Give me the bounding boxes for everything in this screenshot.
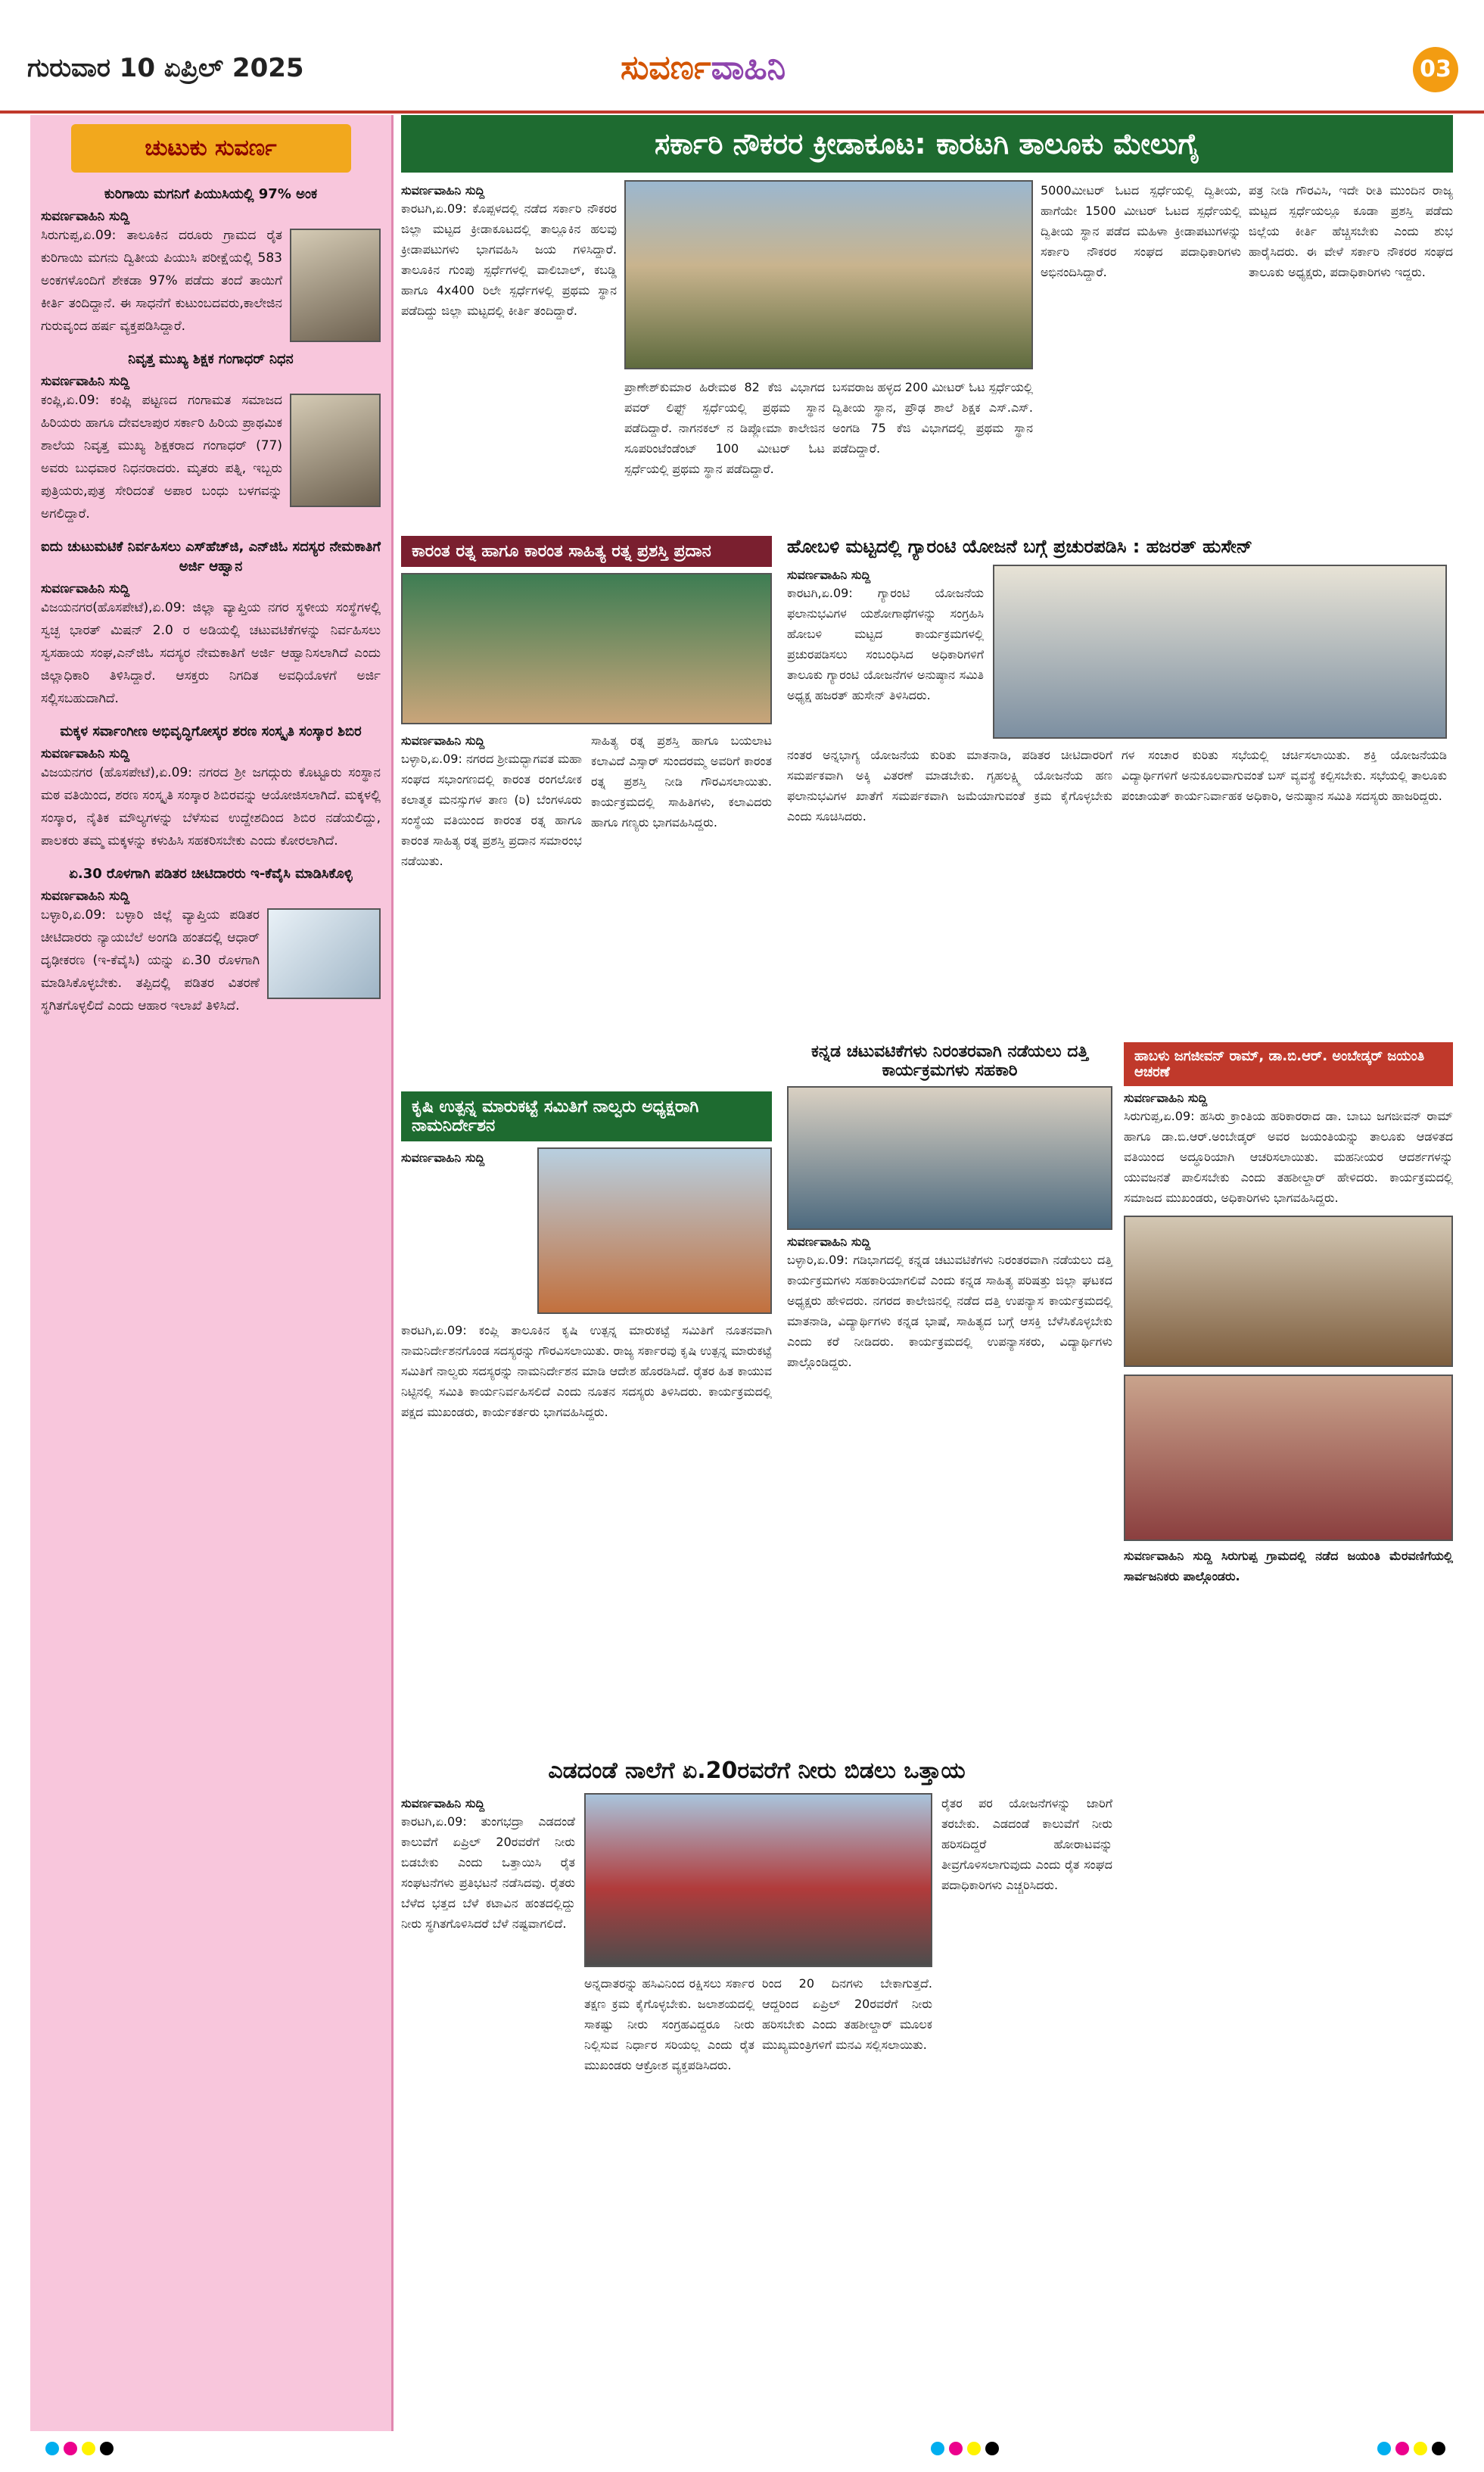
lead-headline: ಸರ್ಕಾರಿ ನೌಕರರ ಕ್ರೀಡಾಕೂಟ: ಕಾರಟಗಿ ತಾಲೂಕು ಮೇಲುಗೈ	[401, 115, 1453, 173]
logo-part2: ವಾಹಿನಿ	[711, 48, 786, 87]
story-byline: ಸುವರ್ಣವಾಹಿನಿ ಸುದ್ದಿ	[401, 733, 485, 748]
krishi-headline: ಕೃಷಿ ಉತ್ಪನ್ನ ಮಾರುಕಟ್ಟೆ ಸಮಿತಿಗೆ ನಾಲ್ವರು ಅಧ್ಯಕ್ಷರಾಗಿ ನಾಮನಿರ್ದೇಶನ	[401, 1091, 772, 1141]
brief-text: ವಿಜಯನಗರ (ಹೊಸಪೇಟೆ),ಏ.09: ನಗರದ ಶ್ರೀ ಜಗದ್ಗುರು ಕೊಟ್ಟೂರು ಸಂಸ್ಥಾನ ಮಠ ವತಿಯಿಂದ, ಶರಣ ಸಂಸ್ಕೃತಿ ಸಂಸ್ಕಾರ ಶಿಬಿರವನ್ನು ಆಯೋಜಿಸಲಾಗಿದೆ. ಮಕ್ಕಳಲ್ಲಿ ಸಂಸ್ಕಾರ, ನೈತಿಕ ಮೌಲ್ಯಗಳನ್ನು ಬೆಳೆಸುವ ಉದ್ದೇಶದಿಂದ ಶಿಬಿರ ನಡೆಯಲಿದ್ದು, ಪಾಲಕರು ತಮ್ಮ ಮಕ್ಕಳನ್ನು ಕಳುಹಿಸಿ ಸಹಕರಿಸಬೇಕು ಎಂದು ಕೋರಲಾಗಿದೆ.	[41, 765, 381, 848]
krishi-story	[401, 1091, 772, 1422]
story-text: ಗಳ ಸಂಚಾರ ಕುರಿತು ಸಭೆಯಲ್ಲಿ ಚರ್ಚಿಸಲಾಯಿತು. ಶಕ್ತಿ ಯೋಜನೆಯಡಿ ವಿದ್ಯಾರ್ಥಿಗಳಿಗೆ ಅನುಕೂಲವಾಗುವಂತೆ ಬಸ್ ವ್ಯವಸ್ಥೆ ಕಲ್ಪಿಸಬೇಕು. ಸಭೆಯಲ್ಲಿ ತಾಲೂಕು ಪಂಚಾಯತ್ ಕಾರ್ಯನಿರ್ವಾಹಕ ಅಧಿಕಾರಿ, ಅನುಷ್ಠಾನ ಸಮಿತಿ ಸದಸ್ಯರು ಹಾಜರಿದ್ದರು.	[1122, 748, 1447, 803]
student-photo	[290, 229, 381, 342]
guarantee-headline: ಹೋಬಳಿ ಮಟ್ಟದಲ್ಲಿ ಗ್ಯಾರಂಟಿ ಯೋಜನೆ ಬಗ್ಗೆ ಪ್ರಚುರಪಡಿಸಿ : ಹಜರತ್ ಹುಸೇನ್	[787, 536, 1253, 557]
story-text: ಕಾರಟಗಿ,ಏ.09: ತುಂಗಭದ್ರಾ ಎಡದಂಡೆ ಕಾಲುವೆಗೆ ಏಪ್ರಿಲ್ 20ರವರೆಗೆ ನೀರು ಬಿಡಬೇಕು ಎಂದು ಒತ್ತಾಯಿಸಿ ರೈತ ಸಂಘಟನೆಗಳು ಪ್ರತಿಭಟನೆ ನಡೆಸಿದವು. ರೈತರು ಬೆಳೆದ ಭತ್ತದ ಬೆಳೆ ಕಟಾವಿನ ಹಂತದಲ್ಲಿದ್ದು ನೀರು ಸ್ಥಗಿತಗೊಳಿಸಿದರೆ ಬೆಳೆ ನಷ್ಟವಾಗಲಿದೆ.	[401, 1814, 575, 1931]
story-byline: ಸುವರ್ಣವಾಹಿನಿ ಸುದ್ದಿ	[787, 568, 871, 582]
brief-headline: ನಿವೃತ್ತ ಮುಖ್ಯ ಶಿಕ್ಷಕ ಗಂಗಾಧರ್ ನಿಧನ	[128, 351, 294, 367]
brief-item	[41, 185, 381, 338]
left-news-column	[30, 115, 394, 2431]
kannada-event-photo	[787, 1086, 1112, 1230]
photo-caption: ಸುವರ್ಣವಾಹಿನಿ ಸುದ್ದಿ ಸಿರುಗುಪ್ಪ ಗ್ರಾಮದಲ್ಲಿ ನಡೆದ ಜಯಂತಿ ಮೆರವಣಿಗೆಯಲ್ಲಿ ಸಾರ್ವಜನಿಕರು ಪಾಲ್ಗೊಂಡರು.	[1124, 1549, 1453, 1583]
brief-byline: ಸುವರ್ಣವಾಹಿನಿ ಸುದ್ದಿ	[41, 581, 130, 596]
story-text: ಬಳ್ಳಾರಿ,ಏ.09: ನಗರದ ಶ್ರೀಮದ್ಭಾಗವತ ಮಹಾ ಸಂಘದ ಸಭಾಂಗಣದಲ್ಲಿ ಕಾರಂತ ರಂಗಲೋಕ ಕಲಾತ್ಮಕ ಮನಸ್ಸುಗಳ ತಾಣ (ರಿ) ಬೆಂಗಳೂರು ಸಂಸ್ಥೆಯ ವತಿಯಿಂದ ಕಾರಂತ ರತ್ನ ಹಾಗೂ ಕಾರಂತ ಸಾಹಿತ್ಯ ರತ್ನ ಪ್ರಶಸ್ತಿ ಪ್ರದಾನ ಸಮಾರಂಭ ನಡೆಯಿತು.	[401, 752, 582, 868]
brief-text: ವಿಜಯನಗರ(ಹೊಸಪೇಟೆ),ಏ.09: ಜಿಲ್ಲಾ ವ್ಯಾಪ್ತಿಯ ನಗರ ಸ್ಥಳೀಯ ಸಂಸ್ಥೆಗಳಲ್ಲಿ ಸ್ವಚ್ಛ ಭಾರತ್ ಮಿಷನ್ 2.0 ರ ಅಡಿಯಲ್ಲಿ ಚಟುವಟಿಕೆಗಳನ್ನು ನಿರ್ವಹಿಸಲು ಸ್ವಸಹಾಯ ಸಂಘ,ಎನ್‌ಜಿಓ ಸದಸ್ಯರ ನೇಮಕಾತಿಗೆ ಅರ್ಜಿ ಆಹ್ವಾನಿಸಲಾಗಿದೆ ಎಂದು ಜಿಲ್ಲಾಧಿಕಾರಿ ತಿಳಿಸಿದ್ದಾರೆ. ಆಸಕ್ತರು ನಿಗದಿತ ಅವಧಿಯೊಳಗೆ ಅರ್ಜಿ ಸಲ್ಲಿಸಬಹುದಾಗಿದೆ.	[41, 600, 381, 706]
ration-card-photo	[267, 908, 381, 999]
procession-photo	[1124, 1375, 1453, 1541]
story-byline: ಸುವರ್ಣವಾಹಿನಿ ಸುದ್ದಿ	[787, 1234, 871, 1249]
page-number-badge: 03	[1413, 47, 1458, 92]
story-text: ರೈತರ ಪರ ಯೋಜನೆಗಳನ್ನು ಜಾರಿಗೆ ತರಬೇಕು. ಎಡದಂಡೆ ಕಾಲುವೆಗೆ ನೀರು ಹರಿಸದಿದ್ದರೆ ಹೋರಾಟವನ್ನು ತೀವ್ರಗೊಳಿಸಲಾಗುವುದು ಎಂದು ರೈತ ಸಂಘದ ಪದಾಧಿಕಾರಿಗಳು ಎಚ್ಚರಿಸಿದರು.	[941, 1796, 1112, 1892]
brief-headline: ಏ.30 ರೊಳಗಾಗಿ ಪಡಿತರ ಚೀಟಿದಾರರು ಇ-ಕೆವೈಸಿ ಮಾಡಿಸಿಕೊಳ್ಳಿ	[69, 866, 353, 882]
issue-date: ಗುರುವಾರ 10 ಏಪ್ರಿಲ್ 2025	[27, 53, 304, 83]
brief-item	[41, 537, 381, 710]
brief-text: ಬಳ್ಳಾರಿ,ಏ.09: ಬಳ್ಳಾರಿ ಜಿಲ್ಲೆ ವ್ಯಾಪ್ತಿಯ ಪಡಿತರ ಚೀಟಿದಾರರು ನ್ಯಾಯಬೆಲೆ ಅಂಗಡಿ ಹಂತದಲ್ಲಿ ಆಧಾರ್ ದೃಢೀಕರಣ (ಇ-ಕೆವೈಸಿ) ಯನ್ನು ಏ.30 ರೊಳಗಾಗಿ ಮಾಡಿಸಿಕೊಳ್ಳಬೇಕು. ತಪ್ಪಿದಲ್ಲಿ ಪಡಿತರ ವಿತರಣೆ ಸ್ಥಗಿತಗೊಳ್ಳಲಿದೆ ಎಂದು ಆಹಾರ ಇಲಾಖೆ ತಿಳಿಸಿದೆ.	[41, 908, 260, 1013]
registration-marks-left	[45, 2442, 114, 2457]
sports-story-col3	[832, 377, 1033, 459]
story-text: ಸಿರುಗುಪ್ಪ,ಏ.09: ಹಸಿರು ಕ್ರಾಂತಿಯ ಹರಿಕಾರರಾದ ಡಾ. ಬಾಬು ಜಗಜೀವನ್ ರಾಮ್ ಹಾಗೂ ಡಾ.ಬಿ.ಆರ್.ಅಂಬೇಡ್ಕರ್ ಅವರ ಜಯಂತಿಯನ್ನು ತಾಲೂಕು ಆಡಳಿತದ ವತಿಯಿಂದ ಅದ್ಧೂರಿಯಾಗಿ ಆಚರಿಸಲಾಯಿತು. ಮಹನೀಯರ ಆದರ್ಶಗಳನ್ನು ಯುವಜನತೆ ಪಾಲಿಸಬೇಕು ಎಂದು ತಹಶೀಲ್ದಾರ್ ಹೇಳಿದರು. ಕಾರ್ಯಕ್ರಮದಲ್ಲಿ ಸಮಾಜದ ಮುಖಂಡರು, ಅಧಿಕಾರಿಗಳು ಭಾಗವಹಿಸಿದ್ದರು.	[1124, 1109, 1453, 1205]
story-text: ಕಾರಟಗಿ,ಏ.09: ಗ್ಯಾರಂಟಿ ಯೋಜನೆಯ ಫಲಾನುಭವಿಗಳ ಯಶೋಗಾಥೆಗಳನ್ನು ಸಂಗ್ರಹಿಸಿ ಹೋಬಳಿ ಮಟ್ಟದ ಕಾರ್ಯಕ್ರಮಗಳಲ್ಲಿ ಪ್ರಚುರಪಡಿಸಲು ಸಂಬಂಧಿಸಿದ ಅಧಿಕಾರಿಗಳಿಗೆ ತಾಲೂಕು ಗ್ಯಾರಂಟಿ ಯೋಜನೆಗಳ ಅನುಷ್ಠಾನ ಸಮಿತಿ ಅಧ್ಯಕ್ಷ ಹಜರತ್ ಹುಸೇನ್ ತಿಳಿಸಿದರು.	[787, 586, 984, 702]
farmers-protest-photo	[584, 1793, 932, 1967]
brief-headline: ಮಕ್ಕಳ ಸರ್ವಾಂಗೀಣ ಅಭಿವೃದ್ಧಿಗೋಸ್ಕರ ಶರಣ ಸಂಸ್ಕೃತಿ ಸಂಸ್ಕಾರ ಶಿಬಿರ	[60, 724, 362, 739]
meeting-photo	[993, 565, 1447, 739]
brief-byline: ಸುವರ್ಣವಾಹಿನಿ ಸುದ್ದಿ	[41, 209, 130, 224]
story-text: ಸಾಹಿತ್ಯ ರತ್ನ ಪ್ರಶಸ್ತಿ ಹಾಗೂ ಬಯಲಾಟ ಕಲಾವಿದೆ ಎಸ್ಸಾರ್ ಸುಂದರಮ್ಮ ಅವರಿಗೆ ಕಾರಂತ ರತ್ನ ಪ್ರಶಸ್ತಿ ನೀಡಿ ಗೌರವಿಸಲಾಯಿತು. ಕಾರ್ಯಕ್ರಮದಲ್ಲಿ ಸಾಹಿತಿಗಳು, ಕಲಾವಿದರು ಹಾಗೂ ಗಣ್ಯರು ಭಾಗವಹಿಸಿದ್ದರು.	[591, 733, 772, 830]
award-headline: ಕಾರಂತ ರತ್ನ ಹಾಗೂ ಕಾರಂತ ಸಾಹಿತ್ಯ ರತ್ನ ಪ್ರಶಸ್ತಿ ಪ್ರದಾನ	[401, 536, 772, 567]
water-headline: ಎಡದಂಡೆ ನಾಲೆಗೆ ಏ.20ರವರೆಗೆ ನೀರು ಬಿಡಲು ಒತ್ತಾಯ	[548, 1757, 966, 1784]
sports-team-photo	[624, 180, 1033, 369]
brief-text: ಸಿರುಗುಪ್ಪ,ಏ.09: ತಾಲೂಕಿನ ದರೂರು ಗ್ರಾಮದ ರೈತ ಕುರಿಗಾಯಿ ಮಗನು ದ್ವಿತೀಯ ಪಿಯುಸಿ ಪರೀಕ್ಷೆಯಲ್ಲಿ 583 ಅಂಕಗಳೊಂದಿಗೆ ಶೇಕಡಾ 97% ಪಡೆದು ತಂದೆ ತಾಯಿಗೆ ಕೀರ್ತಿ ತಂದಿದ್ದಾನೆ. ಈ ಸಾಧನೆಗೆ ಕುಟುಂಬದವರು,ಕಾಲೇಜಿನ ಗುರುವೃಂದ ಹರ್ಷ ವ್ಯಕ್ತಪಡಿಸಿದ್ದಾರೆ.	[41, 228, 282, 334]
story-byline: ಸುವರ್ಣವಾಹಿನಿ ಸುದ್ದಿ	[401, 1796, 485, 1810]
jayanti-meeting-photo	[1124, 1216, 1453, 1367]
brief-byline: ಸುವರ್ಣವಾಹಿನಿ ಸುದ್ದಿ	[41, 374, 130, 389]
story-text: ಕಾರಟಗಿ,ಏ.09: ಕೊಪ್ಪಳದಲ್ಲಿ ನಡೆದ ಸರ್ಕಾರಿ ನೌಕರರ ಜಿಲ್ಲಾ ಮಟ್ಟದ ಕ್ರೀಡಾಕೂಟದಲ್ಲಿ ತಾಲ್ಲೂಕಿನ ಹಲವು ಕ್ರೀಡಾಪಟುಗಳು ಭಾಗವಹಿಸಿ ಜಯ ಗಳಿಸಿದ್ದಾರೆ. ತಾಲೂಕಿನ ಗುಂಪು ಸ್ಪರ್ಧೆಗಳಲ್ಲಿ ವಾಲಿಬಾಲ್, ಕಬಡ್ಡಿ ಹಾಗೂ 4x400 ರಿಲೇ ಸ್ಪರ್ಧೆಗಳಲ್ಲಿ ಪ್ರಥಮ ಸ್ಥಾನ ಪಡೆದಿದ್ದು ಜಿಲ್ಲಾ ಮಟ್ಟದಲ್ಲಿ ಕೀರ್ತಿ ತಂದಿದ್ದಾರೆ.	[401, 201, 617, 318]
brief-headline: ಕುರಿಗಾಯಿ ಮಗನಿಗೆ ಪಿಯುಸಿಯಲ್ಲಿ 97% ಅಂಕ	[104, 186, 318, 202]
story-text: ನಂತರ ಅನ್ನಭಾಗ್ಯ ಯೋಜನೆಯ ಕುರಿತು ಮಾತನಾಡಿ, ಪಡಿತರ ಚೀಟಿದಾರರಿಗೆ ಸಮರ್ಪಕವಾಗಿ ಅಕ್ಕಿ ವಿತರಣೆ ಮಾಡಬೇಕು. ಗೃಹಲಕ್ಷ್ಮಿ ಯೋಜನೆಯ ಹಣ ಫಲಾನುಭವಿಗಳ ಖಾತೆಗೆ ಸಮರ್ಪಕವಾಗಿ ಜಮೆಯಾಗುವಂತೆ ಕ್ರಮ ಕೈಗೊಳ್ಳಬೇಕು ಎಂದು ಸೂಚಿಸಿದರು.	[787, 748, 1112, 823]
brief-headline: ಐದು ಚುಟುಮಟಿಕೆ ನಿರ್ವಹಿಸಲು ಎಸ್‌ಹೆಚ್‌ಜಿ, ಎನ್‌ಜಿಓ ಸದಸ್ಯರ ನೇಮಕಾತಿಗೆ ಅರ್ಜಿ ಆಹ್ವಾನ	[41, 539, 381, 574]
newspaper-logo	[621, 48, 786, 87]
sports-story-col4	[1041, 180, 1241, 282]
committee-photo	[537, 1147, 772, 1314]
kannada-story	[787, 1042, 1112, 1372]
brief-text: ಕಂಪ್ಲಿ,ಏ.09: ಕಂಪ್ಲಿ ಪಟ್ಟಣದ ಗಂಗಾಮತ ಸಮಾಜದ ಹಿರಿಯರು ಹಾಗೂ ದೇವಲಾಪುರ ಸರ್ಕಾರಿ ಹಿರಿಯ ಪ್ರಾಥಮಿಕ ಶಾಲೆಯ ನಿವೃತ್ತ ಮುಖ್ಯ ಶಿಕ್ಷಕರಾದ ಗಂಗಾಧರ್ (77) ಅವರು ಬುಧವಾರ ನಿಧನರಾದರು. ಮೃತರು ಪತ್ನಿ, ಇಬ್ಬರು ಪುತ್ರಿಯರು,ಪುತ್ರ ಸೇರಿದಂತೆ ಅಪಾರ ಬಂಧು ಬಳಗವನ್ನು ಅಗಲಿದ್ದಾರೆ.	[41, 393, 282, 521]
main-news-area	[401, 115, 1461, 2431]
sports-story-col2	[624, 377, 825, 479]
column-banner: ಚುಟುಕು ಸುವರ್ಣ	[71, 124, 351, 173]
registration-marks-right	[1377, 2442, 1445, 2457]
story-text: ಅನ್ನದಾತರನ್ನು ಹಸಿವಿನಿಂದ ರಕ್ಷಿಸಲು ಸರ್ಕಾರ ತಕ್ಷಣ ಕ್ರಮ ಕೈಗೊಳ್ಳಬೇಕು. ಜಲಾಶಯದಲ್ಲಿ ಸಾಕಷ್ಟು ನೀರು ಸಂಗ್ರಹವಿದ್ದರೂ ನೀರು ನಿಲ್ಲಿಸುವ ನಿರ್ಧಾರ ಸರಿಯಲ್ಲ ಎಂದು ರೈತ ಮುಖಂಡರು ಆಕ್ರೋಶ ವ್ಯಕ್ತಪಡಿಸಿದರು.	[584, 1976, 754, 2072]
brief-item	[41, 350, 381, 525]
story-text: ರಿಂದ 20 ದಿನಗಳು ಬೇಕಾಗುತ್ತದೆ. ಆದ್ದರಿಂದ ಏಪ್ರಿಲ್ 20ರವರೆಗೆ ನೀರು ಹರಿಸಬೇಕು ಎಂದು ತಹಶೀಲ್ದಾರ್ ಮೂಲಕ ಮುಖ್ಯಮಂತ್ರಿಗಳಿಗೆ ಮನವಿ ಸಲ್ಲಿಸಲಾಯಿತು.	[762, 1976, 932, 2052]
jayanti-story	[1124, 1042, 1453, 1586]
story-text: 5000ಮೀಟರ್ ಓಟದ ಸ್ಪರ್ಧೆಯಲ್ಲಿ ದ್ವಿತೀಯ, ಹಾಗೆಯೇ 1500 ಮೀಟರ್ ಓಟದ ಸ್ಪರ್ಧೆಯಲ್ಲಿ ದ್ವಿತೀಯ ಸ್ಥಾನ ಪಡೆದ ಮಹಿಳಾ ಕ್ರೀಡಾಪಟುಗಳನ್ನು ಸರ್ಕಾರಿ ನೌಕರರ ಸಂಘದ ಪದಾಧಿಕಾರಿಗಳು ಅಭಿನಂದಿಸಿದ್ದಾರೆ.	[1041, 183, 1241, 279]
story-text: ಪತ್ರ ನೀಡಿ ಗೌರವಿಸಿ, ಇದೇ ರೀತಿ ಮುಂದಿನ ರಾಜ್ಯ ಮಟ್ಟದ ಸ್ಪರ್ಧೆಯಲ್ಲೂ ಕೂಡಾ ಪ್ರಶಸ್ತಿ ಪಡೆದು ಜಿಲ್ಲೆಯ ಕೀರ್ತಿ ಹೆಚ್ಚಿಸಬೇಕು ಎಂದು ಶುಭ ಹಾರೈಸಿದರು. ಈ ವೇಳೆ ಸರ್ಕಾರಿ ನೌಕರರ ಸಂಘದ ತಾಲೂಕು ಅಧ್ಯಕ್ಷರು, ಪದಾಧಿಕಾರಿಗಳು ಇದ್ದರು.	[1249, 183, 1453, 279]
logo-part1: ಸುವರ್ಣ	[621, 48, 711, 87]
obituary-photo	[290, 394, 381, 507]
brief-byline: ಸುವರ್ಣವಾಹಿನಿ ಸುದ್ದಿ	[41, 746, 130, 761]
story-text: ಪ್ರಾಣೇಶ್‌ಕುಮಾರ ಹಿರೇಮಠ 82 ಕೆಜಿ ವಿಭಾಗದ ಪವರ್ ಲಿಫ್ಟ್ ಸ್ಪರ್ಧೆಯಲ್ಲಿ ಪ್ರಥಮ ಸ್ಥಾನ ಪಡೆದಿದ್ದಾರೆ. ನಾಗನಕಲ್ ನ ಡಿಪ್ಲೋಮಾ ಕಾಲೇಜಿನ ಸೂಪರಿಂಟೆಂಡೆಂಟ್ 100 ಮೀಟರ್ ಓಟ ಸ್ಪರ್ಧೆಯಲ್ಲಿ ಪ್ರಥಮ ಸ್ಥಾನ ಪಡೆದಿದ್ದಾರೆ.	[624, 380, 825, 476]
sports-story-col1	[401, 180, 617, 321]
award-ceremony-photo	[401, 573, 772, 724]
story-text: ಬಸವರಾಜ ಹಳ್ಳದ 200 ಮೀಟರ್ ಓಟ ಸ್ಪರ್ಧೆಯಲ್ಲಿ ದ್ವಿತೀಯ ಸ್ಥಾನ, ಪ್ರೌಢ ಶಾಲೆ ಶಿಕ್ಷಕ ಎಸ್.ಎಸ್. ಅಂಗಡಿ 75 ಕೆಜಿ ವಿಭಾಗದಲ್ಲಿ ಪ್ರಥಮ ಸ್ಥಾನ ಪಡೆದಿದ್ದಾರೆ.	[832, 380, 1033, 456]
brief-item	[41, 722, 381, 852]
story-byline: ಸುವರ್ಣವಾಹಿನಿ ಸುದ್ದಿ	[1124, 1091, 1208, 1105]
brief-item	[41, 864, 381, 1017]
sports-story-col5	[1249, 180, 1453, 282]
story-text: ಕಾರಟಗಿ,ಏ.09: ಕಂಪ್ಲಿ ತಾಲೂಕಿನ ಕೃಷಿ ಉತ್ಪನ್ನ ಮಾರುಕಟ್ಟೆ ಸಮಿತಿಗೆ ನೂತನವಾಗಿ ನಾಮನಿರ್ದೇಶನಗೊಂಡ ಸದಸ್ಯರನ್ನು ಗೌರವಿಸಲಾಯಿತು. ರಾಜ್ಯ ಸರ್ಕಾರವು ಕೃಷಿ ಉತ್ಪನ್ನ ಮಾರುಕಟ್ಟೆ ಸಮಿತಿಗೆ ನಾಲ್ವರು ಸದಸ್ಯರನ್ನು ನಾಮನಿರ್ದೇಶನ ಮಾಡಿ ಆದೇಶ ಹೊರಡಿಸಿದೆ. ರೈತರ ಹಿತ ಕಾಯುವ ನಿಟ್ಟಿನಲ್ಲಿ ಸಮಿತಿ ಕಾರ್ಯನಿರ್ವಹಿಸಲಿದೆ ಎಂದು ನೂತನ ಸದಸ್ಯರು ತಿಳಿಸಿದರು. ಕಾರ್ಯಕ್ರಮದಲ್ಲಿ ಪಕ್ಷದ ಮುಖಂಡರು, ಕಾರ್ಯಕರ್ತರು ಭಾಗವಹಿಸಿದ್ದರು.	[401, 1323, 772, 1419]
guarantee-story	[787, 536, 1453, 827]
kannada-headline: ಕನ್ನಡ ಚಟುವಟಿಕೆಗಳು ನಿರಂತರವಾಗಿ ನಡೆಯಲು ದತ್ತಿ ಕಾರ್ಯಕ್ರಮಗಳು ಸಹಕಾರಿ	[810, 1042, 1089, 1080]
jayanti-headline: ಹಾಬಳು ಜಗಜೀವನ್ ರಾಮ್, ಡಾ.ಬಿ.ಆರ್. ಅಂಬೇಡ್ಕರ್ ಜಯಂತಿ ಆಚರಣೆ	[1124, 1042, 1453, 1086]
masthead	[0, 0, 1484, 114]
registration-marks-center	[931, 2442, 999, 2457]
brief-byline: ಸುವರ್ಣವಾಹಿನಿ ಸುದ್ದಿ	[41, 889, 130, 904]
award-story	[401, 536, 772, 871]
water-story	[401, 1757, 1112, 2075]
story-byline: ಸುವರ್ಣವಾಹಿನಿ ಸುದ್ದಿ	[401, 1150, 485, 1165]
story-byline: ಸುವರ್ಣವಾಹಿನಿ ಸುದ್ದಿ	[401, 183, 485, 198]
story-text: ಬಳ್ಳಾರಿ,ಏ.09: ಗಡಿಭಾಗದಲ್ಲಿ ಕನ್ನಡ ಚಟುವಟಿಕೆಗಳು ನಿರಂತರವಾಗಿ ನಡೆಯಲು ದತ್ತಿ ಕಾರ್ಯಕ್ರಮಗಳು ಸಹಕಾರಿಯಾಗಲಿವೆ ಎಂದು ಕನ್ನಡ ಸಾಹಿತ್ಯ ಪರಿಷತ್ತು ಜಿಲ್ಲಾ ಘಟಕದ ಅಧ್ಯಕ್ಷರು ಹೇಳಿದರು. ನಗರದ ಕಾಲೇಜಿನಲ್ಲಿ ನಡೆದ ದತ್ತಿ ಉಪನ್ಯಾಸ ಕಾರ್ಯಕ್ರಮದಲ್ಲಿ ಮಾತನಾಡಿ, ವಿದ್ಯಾರ್ಥಿಗಳು ಕನ್ನಡ ಭಾಷೆ, ಸಾಹಿತ್ಯದ ಬಗ್ಗೆ ಆಸಕ್ತಿ ಬೆಳೆಸಿಕೊಳ್ಳಬೇಕು ಎಂದು ಕರೆ ನೀಡಿದರು. ಕಾರ್ಯಕ್ರಮದಲ್ಲಿ ಉಪನ್ಯಾಸಕರು, ವಿದ್ಯಾರ್ಥಿಗಳು ಪಾಲ್ಗೊಂಡಿದ್ದರು.	[787, 1253, 1112, 1369]
